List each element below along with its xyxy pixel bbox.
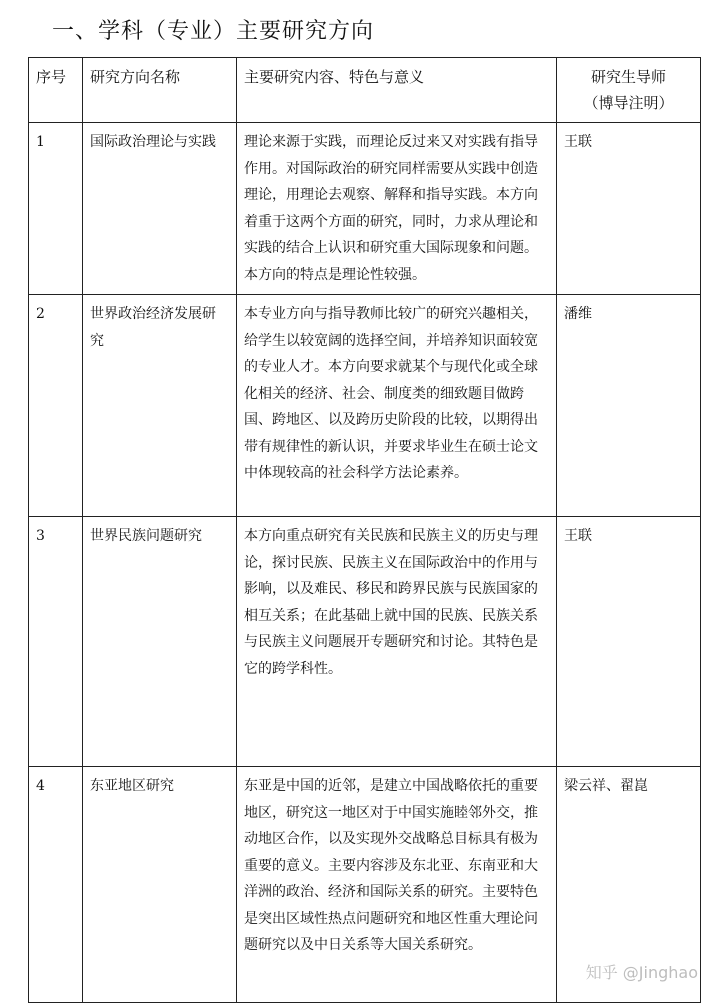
header-no: 序号	[29, 58, 83, 123]
direction-content: 理论来源于实践，而理论反过来又对实践有指导作用。对国际政治的研究同样需要从实践中创造理论，用理论去观察、解释和指导实践。本方向着重于这两个方面的研究，同时，力求从理论和实践的结合上认识和研究重大国际现象和问题。本方向的特点是理论性较强。	[237, 123, 557, 295]
table-row	[29, 123, 701, 295]
section-heading: 一、学科（专业）主要研究方向	[52, 19, 375, 44]
table-row	[29, 517, 701, 767]
watermark: 知乎 @Jinghao	[585, 963, 698, 982]
header-advisor-line2: （博导注明）	[583, 94, 674, 112]
direction-name: 东亚地区研究	[83, 767, 237, 1003]
header-direction-name: 研究方向名称	[83, 58, 237, 123]
direction-content: 本方向重点研究有关民族和民族主义的历史与理论，探讨民族、民族主义在国际政治中的作用与影响，以及难民、移民和跨界民族与民族国家的相互关系；在此基础上就中国的民族、民族关系与民族主义问题展开专题研究和讨论。其特色是它的跨学科性。	[237, 517, 557, 767]
advisor: 潘维	[557, 295, 701, 517]
advisor: 王联	[557, 517, 701, 767]
table-header-row	[29, 58, 701, 123]
research-directions-table	[28, 57, 701, 1003]
direction-content: 本专业方向与指导教师比较广的研究兴趣相关，给学生以较宽阔的选择空间，并培养知识面较宽的专业人才。本方向要求就某个与现代化或全球化相关的经济、社会、制度类的细致题目做跨国、跨地区、以及跨历史阶段的比较，以期得出带有规律性的新认识，并要求毕业生在硕士论文中体现较高的社会科学方法论素养。	[237, 295, 557, 517]
header-advisor	[557, 58, 701, 123]
row-number: 3	[29, 517, 83, 767]
advisor: 梁云祥、翟崑	[557, 767, 701, 1003]
direction-content: 东亚是中国的近邻，是建立中国战略依托的重要地区，研究这一地区对于中国实施睦邻外交，推动地区合作，以及实现外交战略总目标具有极为重要的意义。主要内容涉及东北亚、东南亚和大洋洲的政治、经济和国际关系的研究。主要特色是突出区域性热点问题研究和地区性重大理论问题研究以及中日关系等大国关系研究。	[237, 767, 557, 1003]
advisor: 王联	[557, 123, 701, 295]
direction-name: 世界民族问题研究	[83, 517, 237, 767]
direction-name: 世界政治经济发展研究	[83, 295, 237, 517]
table-row	[29, 295, 701, 517]
header-advisor-line1: 研究生导师	[590, 68, 666, 86]
direction-name: 国际政治理论与实践	[83, 123, 237, 295]
row-number: 1	[29, 123, 83, 295]
header-content: 主要研究内容、特色与意义	[237, 58, 557, 123]
row-number: 2	[29, 295, 83, 517]
row-number: 4	[29, 767, 83, 1003]
